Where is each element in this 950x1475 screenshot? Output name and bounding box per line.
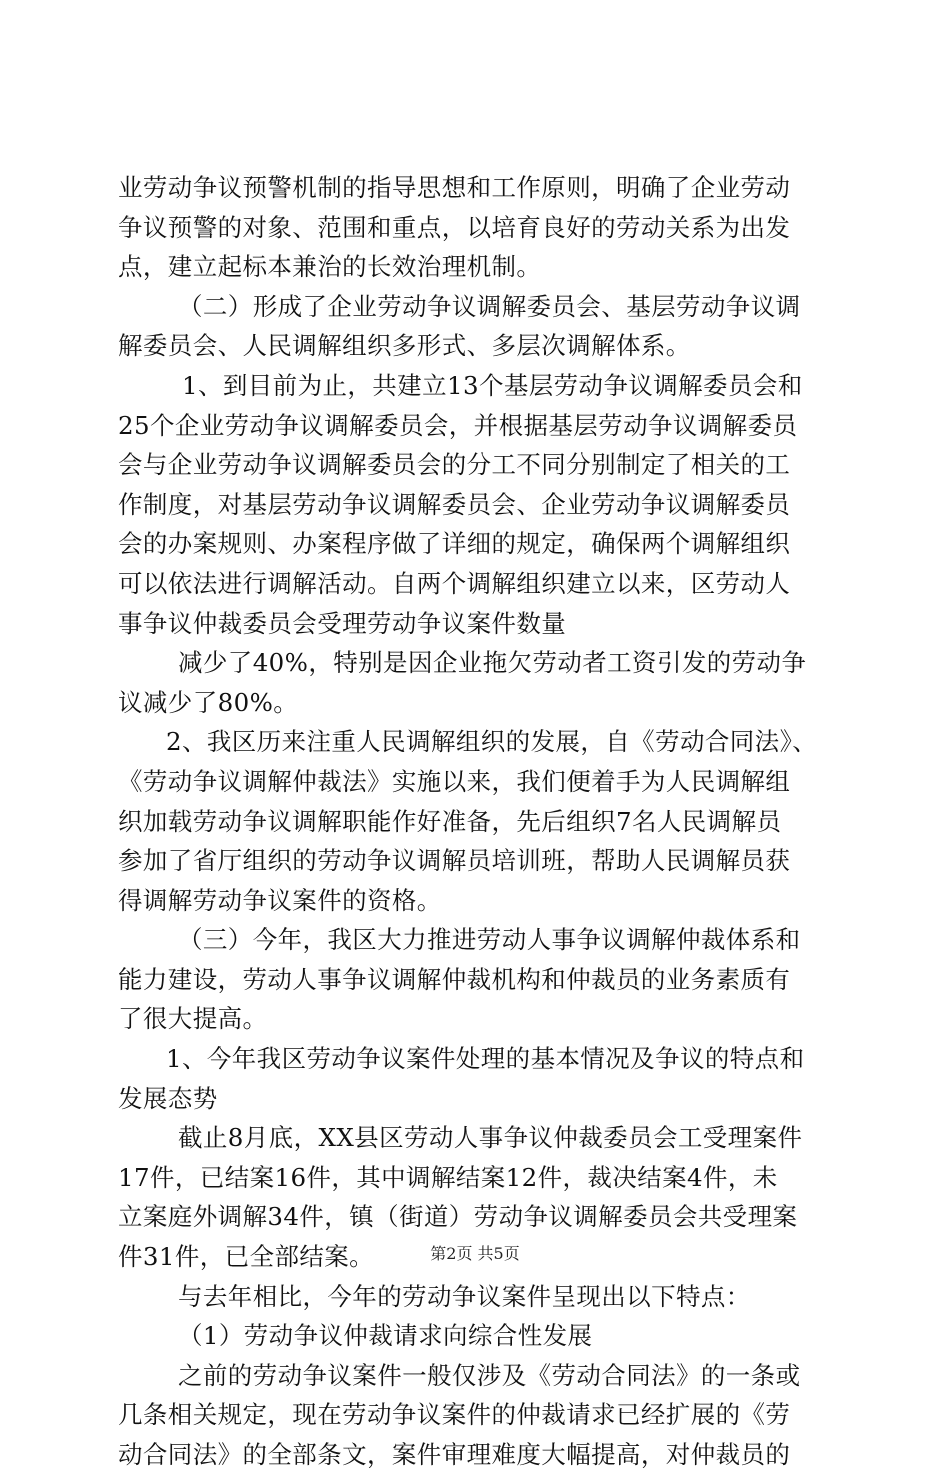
text-line: 点，建立起标本兼治的长效治理机制。 xyxy=(118,252,542,282)
text-line: 2、我区历来注重人民调解组织的发展，自《劳动合同法》、 xyxy=(166,727,818,757)
text-line: 解委员会、人民调解组织多形式、多层次调解体系。 xyxy=(118,331,691,361)
text-line: 争议预警的对象、范围和重点，以培育良好的劳动关系为出发 xyxy=(118,212,791,242)
text-line: 25个企业劳动争议调解委员会，并根据基层劳动争议调解委员 xyxy=(118,410,798,440)
text-line: （1）劳动争议仲裁请求向综合性发展 xyxy=(178,1321,593,1351)
text-line: 事争议仲裁委员会受理劳动争议案件数量 xyxy=(118,608,567,638)
text-line: 织加载劳动争议调解职能作好准备，先后组织7名人民调解员 xyxy=(118,806,782,836)
text-line: 了很大提高。 xyxy=(118,1004,268,1034)
text-line: 参加了省厅组织的劳动争议调解员培训班，帮助人民调解员获 xyxy=(118,846,791,876)
text-line: 17件，已结案16件，其中调解结案12件，裁决结案4件，未 xyxy=(118,1162,778,1192)
section-heading-line: （二）形成了企业劳动争议调解委员会、基层劳动争议调 xyxy=(178,291,801,321)
text-line: 之前的劳动争议案件一般仅涉及《劳动合同法》的一条或 xyxy=(178,1360,801,1390)
text-line: 件31件，已全部结案。 xyxy=(118,1242,375,1272)
text-line: 动合同法》的全部条文，案件审理难度大幅提高，对仲裁员的 xyxy=(118,1440,791,1469)
page-number-footer: 第2页 共5页 xyxy=(430,1244,520,1263)
document-body xyxy=(118,168,838,1475)
text-line: 减少了40%，特别是因企业拖欠劳动者工资引发的劳动争 xyxy=(178,648,807,678)
text-line: 1、今年我区劳动争议案件处理的基本情况及争议的特点和 xyxy=(166,1044,805,1074)
text-line: 能力建设，劳动人事争议调解仲裁机构和仲裁员的业务素质有 xyxy=(118,964,791,994)
text-line: 得调解劳动争议案件的资格。 xyxy=(118,885,442,915)
text-line: 1、到目前为止，共建立13个基层劳动争议调解委员会和 xyxy=(182,370,803,400)
text-line: 立案庭外调解34件，镇（街道）劳动争议调解委员会共受理案 xyxy=(118,1202,798,1232)
text-line: 《劳动争议调解仲裁法》实施以来，我们便着手为人民调解组 xyxy=(118,766,791,796)
text-line: 会的办案规则、办案程序做了详细的规定，确保两个调解组织 xyxy=(118,529,791,559)
text-line: 与去年相比，今年的劳动争议案件呈现出以下特点： xyxy=(178,1281,751,1311)
text-line: 发展态势 xyxy=(118,1083,218,1113)
text-line: 几条相关规定，现在劳动争议案件的仲裁请求已经扩展的《劳 xyxy=(118,1400,791,1430)
text-line: 议减少了80%。 xyxy=(118,687,299,717)
text-line: 可以依法进行调解活动。自两个调解组织建立以来，区劳动人 xyxy=(118,568,791,598)
text-line: 会与企业劳动争议调解委员会的分工不同分别制定了相关的工 xyxy=(118,450,791,480)
section-heading-line: （三）今年，我区大力推进劳动人事争议调解仲裁体系和 xyxy=(178,925,801,955)
text-line: 作制度，对基层劳动争议调解委员会、企业劳动争议调解委员 xyxy=(118,489,791,519)
text-line: 业劳动争议预警机制的指导思想和工作原则，明确了企业劳动 xyxy=(118,173,791,202)
text-line: 截止8月底，XX县区劳动人事争议仲裁委员会工受理案件 xyxy=(178,1123,803,1153)
